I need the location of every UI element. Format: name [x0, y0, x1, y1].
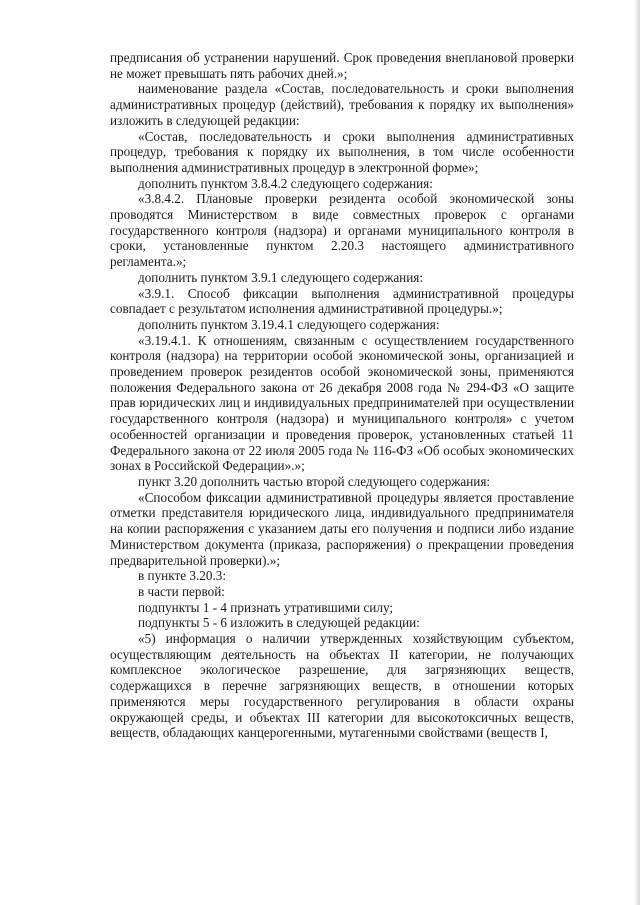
- paragraph-3: «Состав, последовательность и сроки выполнения административных процедур, требования к порядку их выполнения, в том числе особенности выполнения административных процедур в электронной форме»;: [110, 128, 574, 175]
- paragraph-6: дополнить пунктом 3.9.1 следующего содержания:: [138, 269, 424, 285]
- paragraph-7: «3.9.1. Способ фиксации выполнения административной процедуры совпадает с результатом исполнения административной процедуры.»;: [110, 285, 574, 317]
- paragraph-9: «3.19.4.1. К отношениям, связанным с осуществлением государственного контроля (надзора) на территории особой экономической зоны, организацией и проведением проверок резидентов особой экономической зоны, применяются положения Федерального закона от 26 декабря 2008 года № 294-ФЗ «О защите прав юридических лиц и индивидуальных предпринимателей при осуществлении государственного контроля (надзора) и муниципального контроля» с учетом особенностей организации и проведения проверок, установленных статьей 11 Федерального закона от 22 июля 2005 года № 116-ФЗ «Об особых экономических зонах в Российской Федерации».»;: [110, 332, 574, 474]
- paragraph-10: пункт 3.20 дополнить частью второй следующего содержания:: [138, 473, 491, 489]
- document-body: [110, 50, 574, 741]
- paragraph-2: наименование раздела «Состав, последовательность и сроки выполнения административных процедур (действий), требования к порядку их выполнения» изложить в следующей редакции:: [110, 81, 574, 128]
- paragraph-5: «3.8.4.2. Плановые проверки резидента особой экономической зоны проводятся Министерством в виде совместных проверок с органами государственного контроля (надзора) и органами муниципального контроля в сроки, установленные пунктом 2.20.3 настоящего административного регламента.»;: [110, 191, 574, 270]
- paragraph-15: подпункты 5 - 6 изложить в следующей редакции:: [138, 615, 420, 631]
- paragraph-12: в пункте 3.20.3:: [138, 568, 227, 584]
- paragraph-14: подпункты 1 - 4 признать утратившими силу;: [138, 599, 394, 615]
- paragraph-13: в части первой:: [138, 583, 225, 599]
- scan-edge: [634, 0, 640, 905]
- paragraph-11: «Способом фиксации административной процедуры является проставление отметки представителя юридического лица, индивидуального предпринимателя на копии распоряжения с указанием даты его получения и подписи либо издание Министерством документа (приказа, распоряжения) о прекращении проведения предварительной проверки).»;: [110, 489, 574, 568]
- paragraph-4: дополнить пунктом 3.8.4.2 следующего содержания:: [138, 175, 433, 191]
- paragraph-16: «5) информация о наличии утвержденных хозяйствующим субъектом, осуществляющим деятельность на объектах II категории, не получающих комплексное экологическое разрешение, для загрязняющих веществ, содержащихся в перечне загрязняющих веществ, в отношении которых применяются меры государственного регулирования в области охраны окружающей среды, и объектах III категории для высокотоксичных веществ, веществ, обладающих канцерогенными, мутагенными свойствами (веществ I,: [110, 631, 574, 741]
- paragraph-1: предписания об устранении нарушений. Срок проведения внеплановой проверки не может превышать пять рабочих дней.»;: [110, 50, 574, 81]
- paragraph-8: дополнить пунктом 3.19.4.1 следующего содержания:: [138, 316, 440, 332]
